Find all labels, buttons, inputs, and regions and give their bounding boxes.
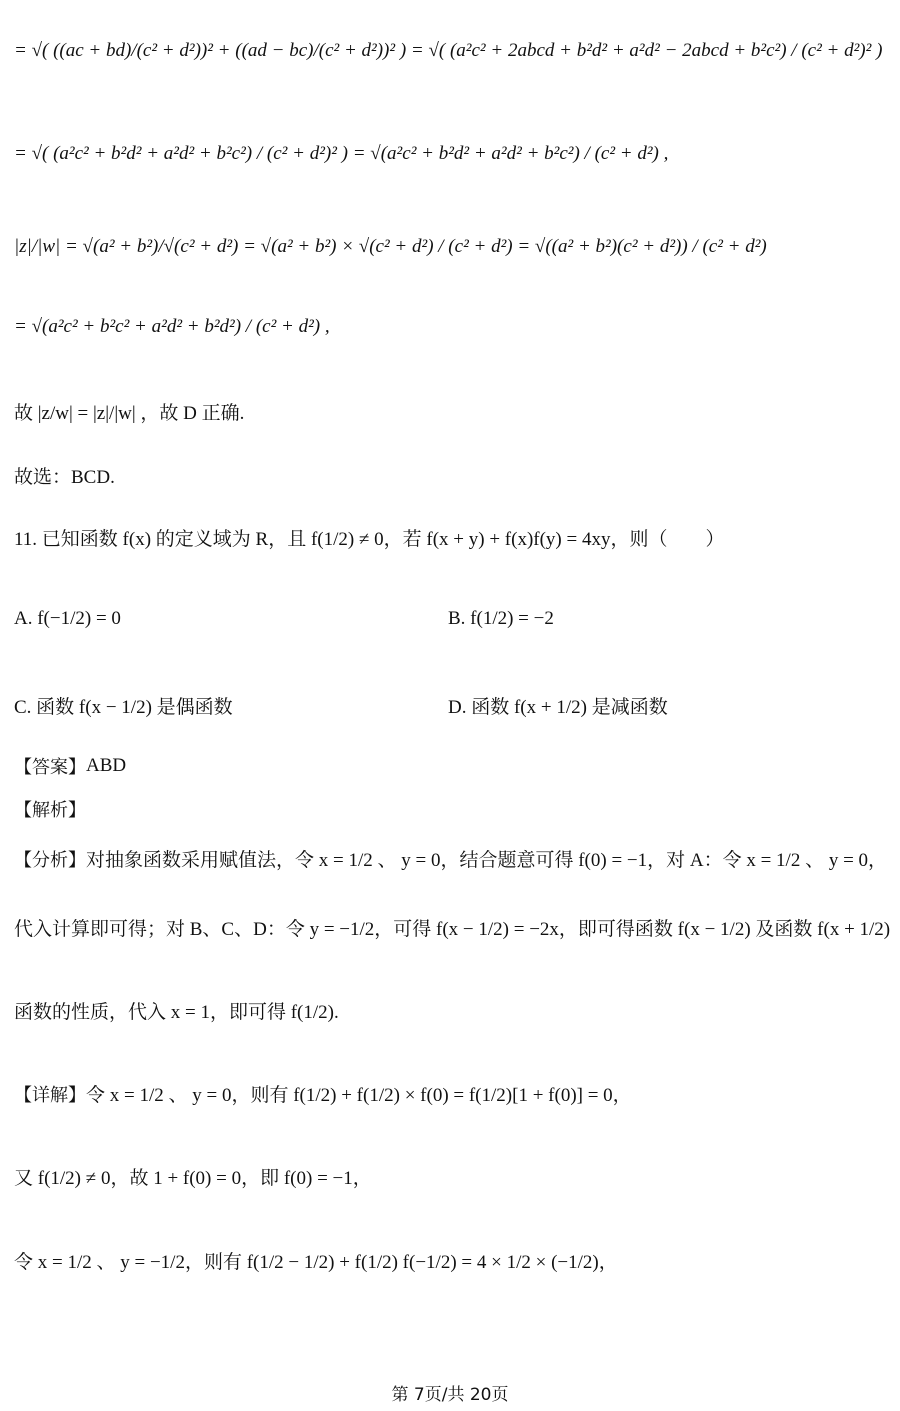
option-d: D. 函数 f(x + 1/2) 是减函数	[448, 697, 668, 718]
detail-paragraph-1	[14, 1080, 632, 1107]
detail-paragraph-2: 又 f(1/2) ≠ 0，故 1 + f(0) = 0，即 f(0) = −1，	[14, 1168, 372, 1189]
analysis-text-1: 对抽象函数采用赋值法，令 x = 1/2 、 y = 0，结合题意可得 f(0) = −1，对 A：令 x = 1/2 、 y = 0，	[86, 850, 888, 871]
answer-value: ABD	[86, 755, 127, 776]
proof-conclusion: 故 |z/w| = |z|/|w| ，故 D 正确.	[14, 403, 245, 424]
analysis-paragraph-1	[14, 845, 887, 872]
choice-statement: 故选：BCD.	[14, 467, 115, 488]
analysis-paragraph-3: 函数的性质，代入 x = 1，即可得 f(1/2).	[14, 1002, 339, 1023]
proof-line-4: = √(a²c² + b²c² + a²d² + b²d²) / (c² + d²) ,	[14, 316, 330, 337]
option-b: B. f(1/2) = −2	[448, 608, 554, 629]
proof-line-3: |z|/|w| = √(a² + b²)/√(c² + d²) = √(a² + b²) × √(c² + d²) / (c² + d²) = √((a² + b²)(c² + d²)) / (c² + d²)	[14, 236, 767, 257]
option-c: C. 函数 f(x − 1/2) 是偶函数	[14, 697, 233, 718]
detail-label: 【详解】	[14, 1084, 86, 1106]
detail-paragraph-3: 令 x = 1/2 、 y = −1/2，则有 f(1/2 − 1/2) + f(1/2) f(−1/2) = 4 × 1/2 × (−1/2)，	[14, 1252, 618, 1273]
analysis-paragraph-2: 代入计算即可得；对 B、C、D：令 y = −1/2，可得 f(x − 1/2) = −2x，即可得函数 f(x − 1/2) 及函数 f(x + 1/2)	[14, 919, 891, 940]
analysis-label: 【分析】	[14, 849, 86, 871]
answer-label: 【答案】	[14, 757, 86, 778]
answer-line	[14, 753, 126, 779]
question-stem: 11. 已知函数 f(x) 的定义域为 R，且 f(1/2) ≠ 0，若 f(x + y) + f(x)f(y) = 4xy，则（ ）	[14, 529, 725, 550]
page-footer: 第 7页/共 20页	[391, 1385, 509, 1405]
proof-line-1: = √( ((ac + bd)/(c² + d²))² + ((ad − bc)/(c² + d²))² ) = √( (a²c² + 2abcd + b²d² + a²d² − 2abcd + b²c²) / (c² + d²)² )	[14, 40, 883, 61]
analysis-header: 【解析】	[14, 800, 86, 821]
option-a: A. f(−1/2) = 0	[14, 608, 121, 629]
proof-line-2: = √( (a²c² + b²d² + a²d² + b²c²) / (c² + d²)² ) = √(a²c² + b²d² + a²d² + b²c²) / (c² + d²) ,	[14, 143, 669, 164]
detail-text-1: 令 x = 1/2 、 y = 0，则有 f(1/2) + f(1/2) × f(0) = f(1/2)[1 + f(0)] = 0，	[86, 1085, 632, 1106]
